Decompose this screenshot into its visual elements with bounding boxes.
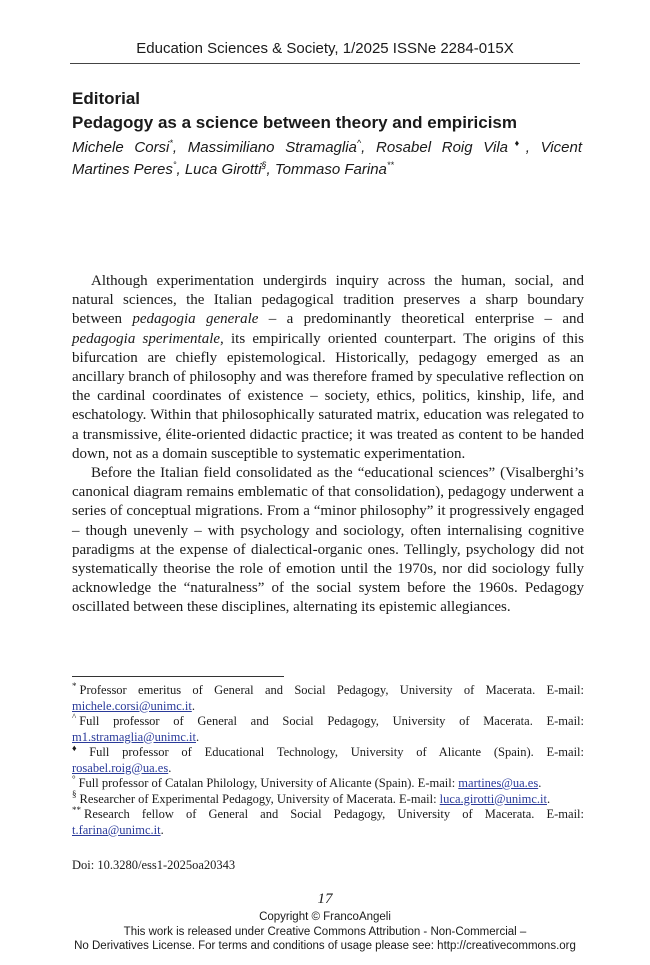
- footnote-mark: ^: [72, 711, 77, 722]
- doi: Doi: 10.3280/ess1-2025oa20343: [72, 858, 236, 872]
- author-mark: °: [172, 160, 177, 170]
- footnote: ^ Full professor of General and Social Pedagogy, University of Macerata. E-mail: m1.stramaglia@unimc.it.: [72, 711, 584, 744]
- footnote: ** Research fellow of General and Social Pedagogy, University of Macerata. E-mail: t.farina@unimc.it.: [72, 804, 584, 837]
- footnote-mark: °: [72, 773, 76, 784]
- section-label: Editorial: [72, 89, 141, 108]
- footnote: ° Full professor of Catalan Philology, University of Alicante (Spain). E-mail: martines@ua.es.: [72, 773, 542, 790]
- body-paragraph: Although experimentation undergirds inquiry across the human, social, and natural sciences, the Italian pedagogical tradition preserves a sharp boundary between pedagogia generale – a predominantly theoretical enterprise – and pedagogia sperimentale, its empirically oriented counterpart. The origins of this bifurcation are chiefly epistemological. Historically, pedagogy emerged as an ancillary branch of philosophy and was therefore framed by speculative reflection on the cardinal coordinates of existence – society, ethics, politics, kinship, life, and eschatology. Within that philosophically saturated matrix, education was relegated to a transmissive, élite-oriented didactic practice; it was treated as content to be handed down, not as a domain susceptible to systematic experimentation.: [72, 273, 585, 462]
- author-mark: **: [386, 160, 394, 170]
- body-paragraph: Before the Italian field consolidated as the “educational sciences” (Visalberghi’s canonical diagram remains emblematic of that consolidation), pedagogy underwent a series of conceptual migrations. From a “minor philosophy” it progressively engaged – though unevenly – with psychology and sociology, often internalising cognitive paradigms at the expense of dialectical-organic ones. Tellingly, psychology did not systematically theorise the role of emotion until the 1970s, nor did sociology fully acknowledge the “naturalness” of the social system before the 1960s. Pedagogy oscillated between these disciplines, alternating its epistemic allegiances.: [72, 465, 584, 616]
- article-title: Pedagogy as a science between theory and empiricism: [72, 113, 518, 132]
- author-list: Michele Corsi*, Massimiliano Stramaglia^, Rosabel Roig Vila♦, Vicent Martines Peres°, Luca Girotti§, Tommaso Farina**: [72, 138, 582, 178]
- email-link[interactable]: rosabel.roig@ua.es: [72, 760, 169, 775]
- footnote-mark: **: [72, 804, 81, 815]
- footnote-mark: *: [72, 680, 77, 691]
- email-link[interactable]: michele.corsi@unimc.it: [72, 698, 192, 713]
- author-mark: *: [169, 138, 173, 148]
- license-notice: [0, 910, 650, 954]
- page-number: 17: [317, 891, 333, 907]
- footnote-mark: §: [72, 789, 77, 800]
- footnote: § Researcher of Experimental Pedagogy, University of Macerata. E-mail: luca.girotti@unimc.it.: [72, 789, 551, 806]
- license-line: No Derivatives License. For terms and conditions of usage please see: http://creativecommons.org: [74, 940, 576, 952]
- author-name: Luca Girotti: [184, 161, 262, 178]
- footnote: ♦ Full professor of Educational Technology, University of Alicante (Spain). E-mail: rosabel.roig@ua.es.: [72, 742, 584, 775]
- author-name: Rosabel Roig Vila: [376, 139, 509, 156]
- footnote: * Professor emeritus of General and Social Pedagogy, University of Macerata. E-mail: michele.corsi@unimc.it.: [72, 680, 584, 713]
- footnote-divider: [72, 676, 284, 677]
- email-link[interactable]: luca.girotti@unimc.it: [439, 791, 547, 806]
- running-head: Education Sciences & Society, 1/2025 ISSNe 2284-015X: [70, 40, 580, 64]
- author-name: Vicent Martines Peres: [72, 139, 582, 178]
- article-body: [72, 272, 584, 618]
- email-link[interactable]: m1.stramaglia@unimc.it: [72, 729, 196, 744]
- email-link[interactable]: t.farina@unimc.it: [72, 822, 161, 837]
- author-mark: ^: [356, 138, 362, 148]
- footnotes: [72, 680, 584, 838]
- license-line: This work is released under Creative Commons Attribution - Non-Commercial –: [123, 925, 527, 938]
- italic-term: pedagogia sperimentale: [72, 330, 221, 347]
- footnote-mark: ♦: [72, 742, 87, 753]
- author-name: Tommaso Farina: [274, 161, 387, 178]
- copyright-line: Copyright © FrancoAngeli: [259, 911, 391, 923]
- author-name: Massimiliano Stramaglia: [187, 139, 357, 156]
- author-mark: ♦: [508, 138, 526, 148]
- italic-term: pedagogia generale: [132, 311, 259, 328]
- email-link[interactable]: martines@ua.es: [458, 776, 539, 790]
- author-mark: §: [261, 160, 267, 170]
- author-name: Michele Corsi: [72, 139, 170, 156]
